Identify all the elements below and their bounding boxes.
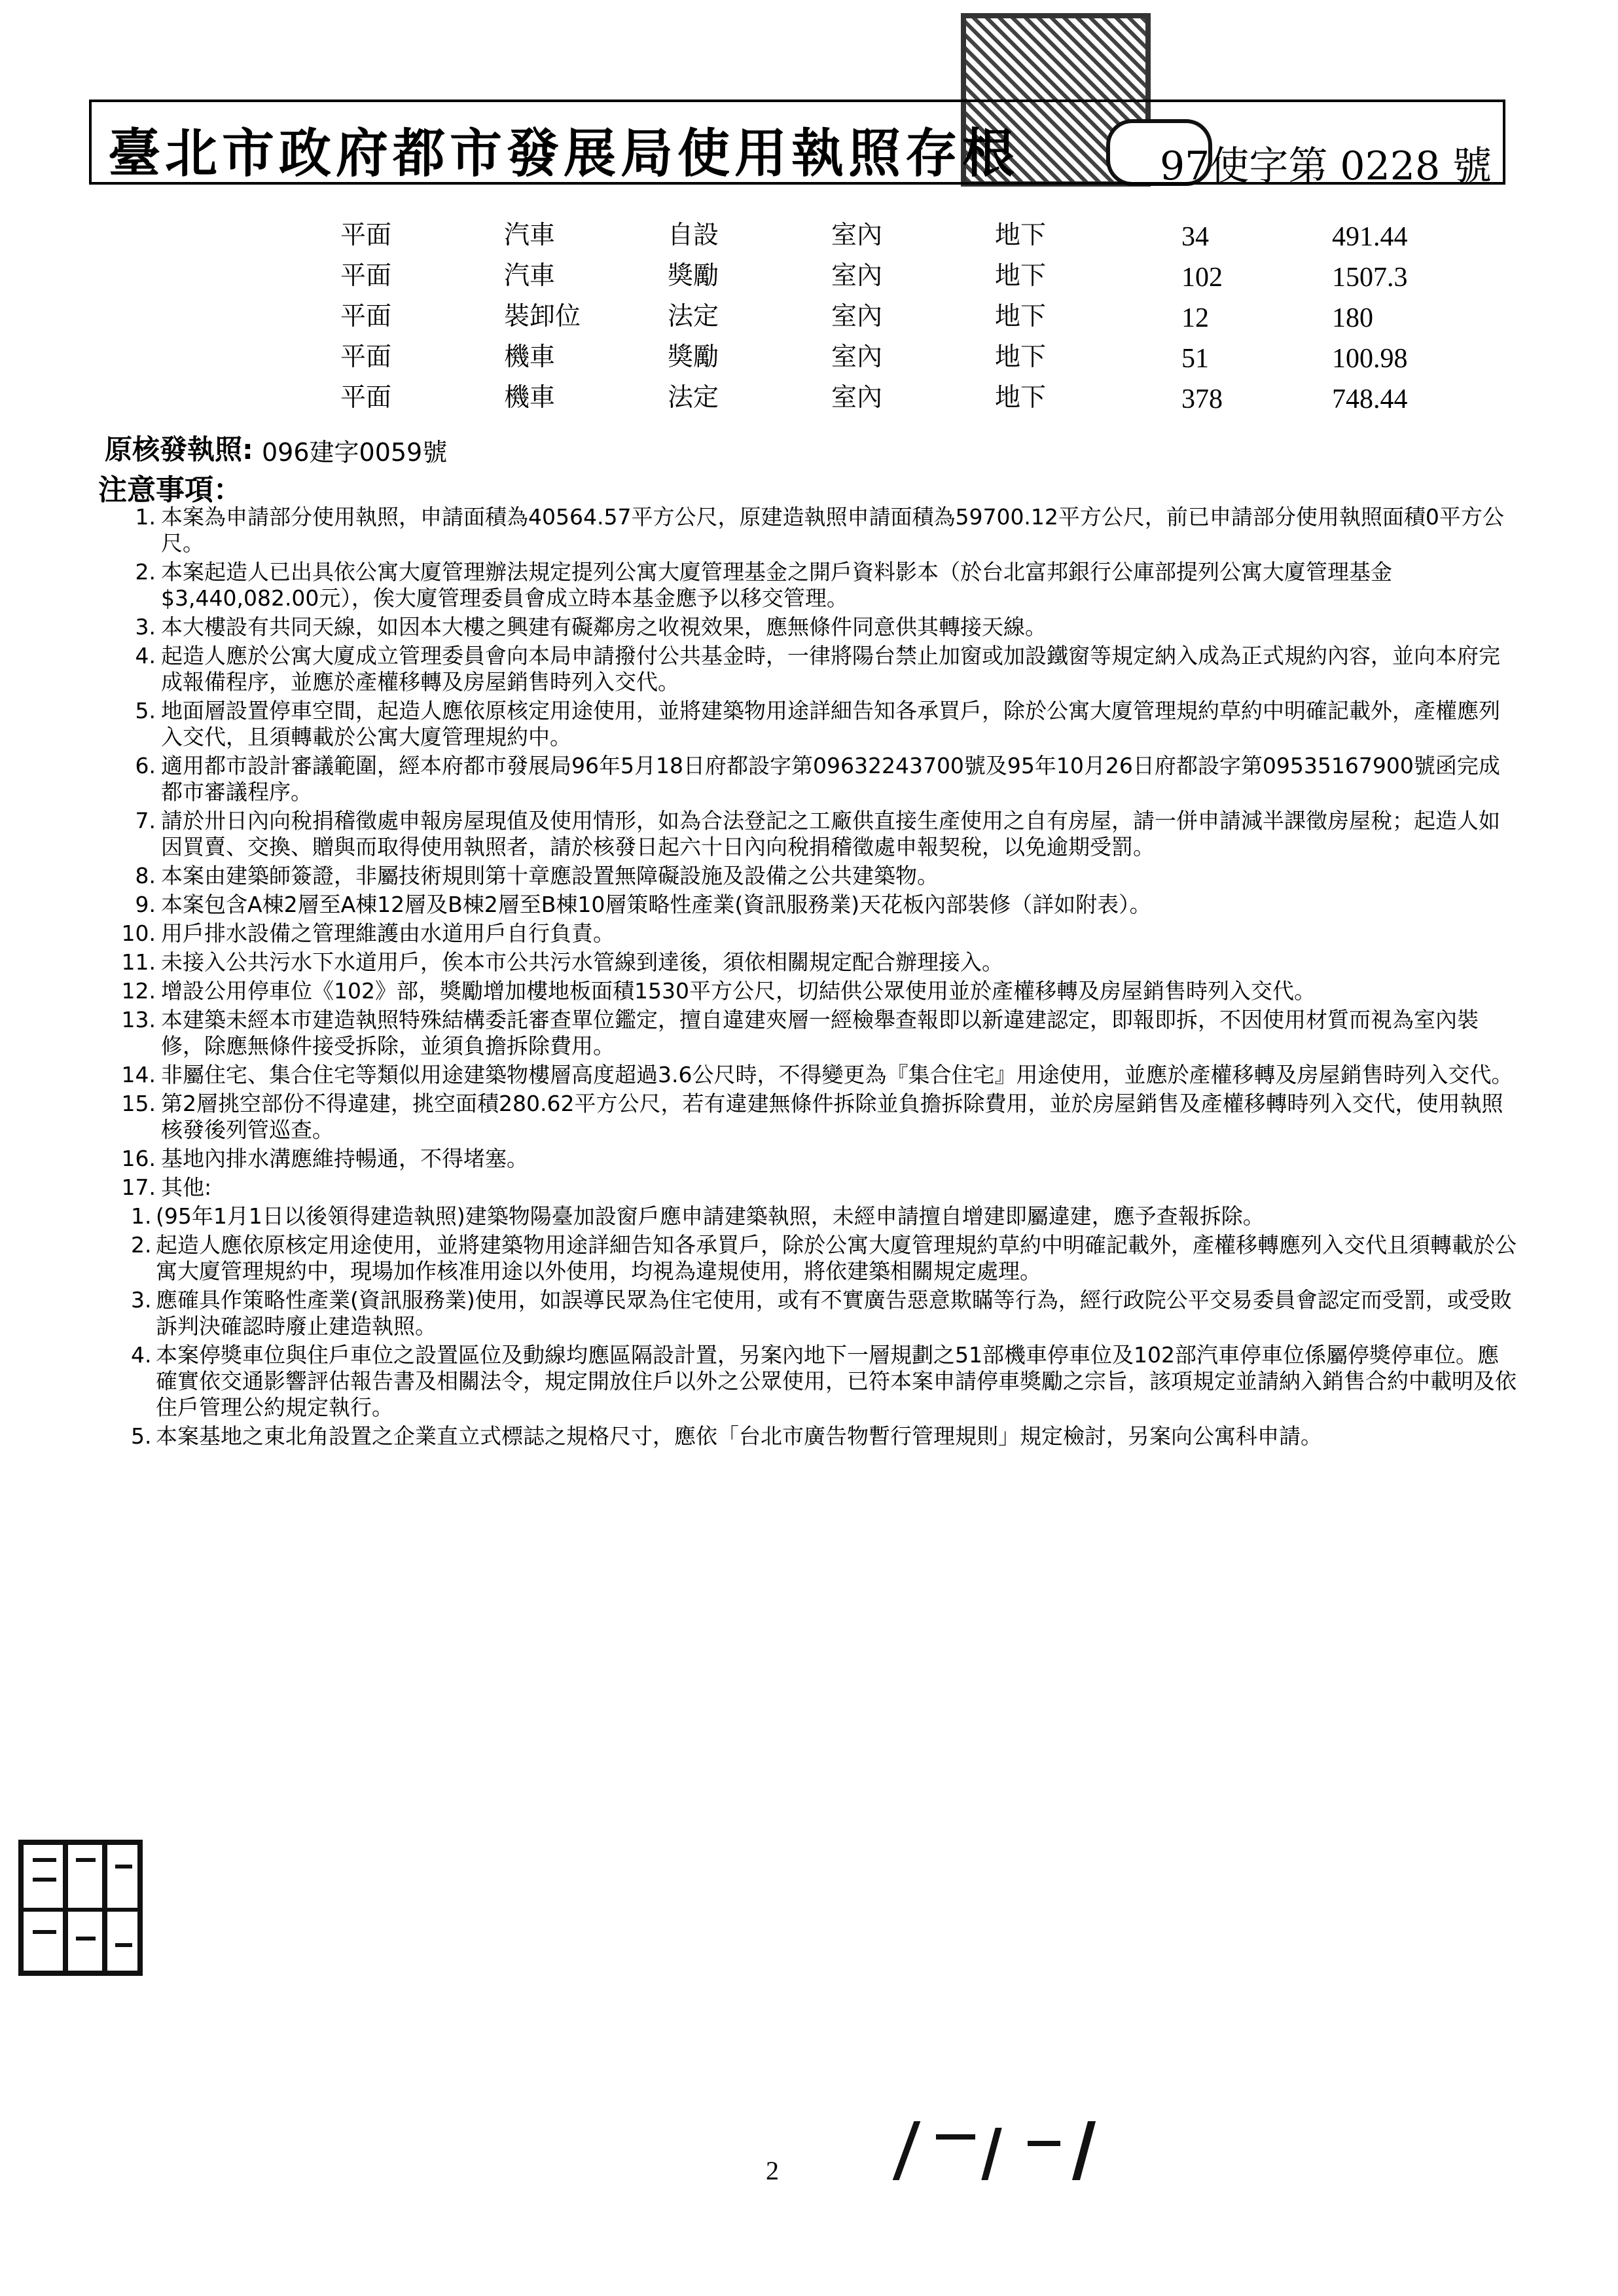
- table-cell: 748.44: [1332, 384, 1408, 414]
- table-cell: 378: [1181, 384, 1223, 414]
- note-text: 用戶排水設備之管理維護由水道用戶自行負責。: [161, 920, 615, 946]
- original-license-label: 原核發執照:: [105, 433, 253, 465]
- table-cell: 平面: [340, 261, 392, 291]
- table-cell: 獎勵: [668, 261, 719, 291]
- table-row: [340, 377, 1453, 418]
- note-text: 非屬住宅、集合住宅等類似用途建築物樓層高度超過3.6公尺時，不得變更為『集合住宅』用途使用，並應於產權移轉及房屋銷售時列入交代。: [161, 1062, 1513, 1087]
- note-text: 請於卅日內向稅捐稽徵處申報房屋現值及使用情形，如為合法登記之工廠供直接生產使用之自有房屋，請一併申請減半課徵房屋稅；起造人如因買賣、交換、贈與而取得使用執照者，請於核發日起六十日內向稅捐稽徵處申報契稅，以免逾期受罰。: [161, 808, 1500, 860]
- note-item: [105, 892, 1519, 918]
- seal-fragment-icon: [884, 2115, 1119, 2187]
- note-text: 起造人應於公寓大廈成立管理委員會向本局申請撥付公共基金時，一律將陽台禁止加窗或加設鐵窗等規定納入成為正式規約內容，並向本府完成報備程序，並應於產權移轉及房屋銷售時列入交代。: [161, 643, 1500, 695]
- sub-note-text: (95年1月1日以後領得建造執照)建築物陽臺加設窗戶應申請建築執照，未經申請擅自增建即屬違建，應予查報拆除。: [156, 1203, 1265, 1229]
- sub-note-text: 起造人應依原核定用途使用，並將建築物用途詳細告知各承買戶，除於公寓大廈管理規約草約中明確記載外，產權移轉應列入交代且須轉載於公寓大廈管理規約中，現場加作核准用途以外使用，均視為違規使用，將依建築相關規定處理。: [156, 1232, 1517, 1284]
- note-number: 4.: [135, 643, 156, 668]
- table-cell: 室內: [831, 342, 883, 372]
- note-number: 13.: [121, 1007, 156, 1032]
- note-number: 1.: [135, 504, 156, 530]
- note-text: 本大樓設有共同天線，如因本大樓之興建有礙鄰房之收視效果，應無條件同意供其轉接天線。: [161, 614, 1047, 640]
- table-cell: 地下: [995, 302, 1047, 331]
- table-cell: 機車: [504, 342, 556, 372]
- note-item: [105, 504, 1519, 556]
- note-number: 3.: [135, 614, 156, 640]
- note-item: [105, 643, 1519, 695]
- table-cell: 室內: [831, 383, 883, 412]
- note-number: 7.: [135, 808, 156, 833]
- table-cell: 汽車: [504, 221, 556, 250]
- sub-note-number: 5.: [131, 1423, 152, 1449]
- note-item: [105, 808, 1519, 860]
- note-text: 第2層挑空部份不得違建，挑空面積280.62平方公尺，若有違建無條件拆除並負擔拆除費用，並於房屋銷售及產權移轉時列入交代，使用執照核發後列管巡查。: [161, 1091, 1503, 1142]
- sub-note-text: 應確具作策略性產業(資訊服務業)使用，如誤導民眾為住宅使用，或有不實廣告惡意欺瞞等行為，經行政院公平交易委員會認定而受罰，或受敗訴判決確認時廢止建造執照。: [156, 1287, 1512, 1339]
- table-cell: 自設: [668, 221, 719, 250]
- note-number: 17.: [121, 1175, 156, 1200]
- table-cell: 平面: [340, 342, 392, 372]
- note-number: 11.: [121, 949, 156, 975]
- page-title: 臺北市政府都市發展局使用執照存根: [108, 122, 1019, 184]
- sub-note-item: [131, 1232, 1519, 1285]
- sub-note-item: [131, 1423, 1519, 1449]
- note-text: 其他:: [161, 1175, 212, 1200]
- note-item: [105, 614, 1519, 640]
- table-cell: 地下: [995, 342, 1047, 372]
- table-cell: 51: [1181, 344, 1209, 374]
- sub-note-number: 4.: [131, 1342, 152, 1368]
- sub-note-number: 2.: [131, 1232, 152, 1258]
- page-number: 2: [766, 2156, 779, 2185]
- table-cell: 法定: [668, 302, 719, 331]
- note-item: [105, 753, 1519, 805]
- note-number: 5.: [135, 698, 156, 723]
- table-row: [340, 296, 1453, 337]
- official-seal-icon: [18, 1840, 143, 1976]
- table-cell: 平面: [340, 302, 392, 331]
- parking-table: [340, 215, 1453, 418]
- note-text: 本案由建築師簽證，非屬技術規則第十章應設置無障礙設施及設備之公共建築物。: [161, 863, 939, 888]
- note-text: 本案起造人已出具依公寓大廈管理辦法規定提列公寓大廈管理基金之開戶資料影本（於台北富邦銀行公庫部提列公寓大廈管理基金$3,440,082.00元），俟大廈管理委員會成立時本基金應予以移交管理。: [161, 559, 1392, 611]
- note-number: 8.: [135, 863, 156, 888]
- table-cell: 491.44: [1332, 222, 1408, 252]
- note-item: [105, 559, 1519, 611]
- notes-list: [105, 504, 1519, 1452]
- original-license-value: 096建字0059號: [262, 438, 448, 467]
- note-item: [105, 920, 1519, 947]
- table-cell: 室內: [831, 261, 883, 291]
- table-cell: 12: [1181, 303, 1209, 333]
- table-cell: 地下: [995, 383, 1047, 412]
- note-text: 適用都市設計審議範圍，經本府都市發展局96年5月18日府都設字第09632243700號及95年10月26日府都設字第09535167900號函完成都市審議程序。: [161, 753, 1500, 805]
- sub-note-number: 3.: [131, 1287, 152, 1313]
- table-cell: 機車: [504, 383, 556, 412]
- sub-note-text: 本案停獎車位與住戶車位之設置區位及動線均應區隔設計置，另案內地下一層規劃之51部機車停車位及102部汽車停車位係屬停獎停車位。應確實依交通影響評估報告書及相關法令，規定開放住戶以外之公眾使用，已符本案申請停車獎勵之宗旨，該項規定並請納入銷售合約中載明及依住戶管理公約規定執行。: [156, 1342, 1517, 1420]
- note-item: [105, 949, 1519, 975]
- table-cell: 平面: [340, 221, 392, 250]
- sub-note-item: [131, 1342, 1519, 1421]
- note-number: 6.: [135, 753, 156, 778]
- table-row: [340, 215, 1453, 255]
- note-number: 14.: [121, 1062, 156, 1087]
- note-text: 本案為申請部分使用執照，申請面積為40564.57平方公尺，原建造執照申請面積為59700.12平方公尺，前已申請部分使用執照面積0平方公尺。: [161, 504, 1504, 556]
- sub-note-item: [131, 1287, 1519, 1339]
- license-number: 97使字第 0228 號: [1160, 143, 1492, 189]
- table-row: [340, 255, 1453, 296]
- note-text: 地面層設置停車空間，起造人應依原核定用途使用，並將建築物用途詳細告知各承買戶，除於公寓大廈管理規約草約中明確記載外，產權應列入交代，且須轉載於公寓大廈管理規約中。: [161, 698, 1500, 750]
- table-cell: 平面: [340, 383, 392, 412]
- table-cell: 室內: [831, 221, 883, 250]
- table-cell: 獎勵: [668, 342, 719, 372]
- note-number: 9.: [135, 892, 156, 917]
- table-cell: 汽車: [504, 261, 556, 291]
- table-row: [340, 337, 1453, 377]
- table-cell: 室內: [831, 302, 883, 331]
- note-item: [105, 1146, 1519, 1172]
- note-item: [105, 1091, 1519, 1143]
- table-cell: 地下: [995, 221, 1047, 250]
- sub-note-number: 1.: [131, 1203, 152, 1229]
- note-item: [105, 1175, 1519, 1201]
- note-item: [105, 1062, 1519, 1088]
- note-number: 15.: [121, 1091, 156, 1116]
- notes-heading: 注意事項：: [98, 473, 242, 507]
- note-text: 本建築未經本市建造執照特殊結構委託審查單位鑑定，擅自違建夾層一經檢舉查報即以新違建認定，即報即拆，不因使用材質而視為室內裝修，除應無條件接受拆除，並須負擔拆除費用。: [161, 1007, 1479, 1059]
- note-number: 2.: [135, 559, 156, 585]
- table-cell: 100.98: [1332, 344, 1408, 374]
- note-text: 未接入公共污水下水道用戶，俟本市公共污水管線到達後，須依相關規定配合辦理接入。: [161, 949, 1003, 975]
- note-item: [105, 1007, 1519, 1059]
- table-cell: 1507.3: [1332, 263, 1408, 293]
- note-text: 基地內排水溝應維持暢通，不得堵塞。: [161, 1146, 528, 1171]
- table-cell: 法定: [668, 383, 719, 412]
- note-item: [105, 863, 1519, 889]
- table-cell: 裝卸位: [504, 302, 581, 331]
- note-text: 本案包含A棟2層至A棟12層及B棟2層至B棟10層策略性產業(資訊服務業)天花板內部裝修（詳如附表）。: [161, 892, 1151, 917]
- note-item: [105, 978, 1519, 1004]
- note-item: [105, 698, 1519, 750]
- table-cell: 102: [1181, 263, 1223, 293]
- note-number: 10.: [121, 920, 156, 946]
- table-cell: 34: [1181, 222, 1209, 252]
- sub-note-text: 本案基地之東北角設置之企業直立式標誌之規格尺寸，應依「台北市廣告物暫行管理規則」規定檢討，另案向公寓科申請。: [156, 1423, 1322, 1449]
- note-number: 16.: [121, 1146, 156, 1171]
- table-cell: 地下: [995, 261, 1047, 291]
- note-number: 12.: [121, 978, 156, 1004]
- note-text: 增設公用停車位《102》部，獎勵增加樓地板面積1530平方公尺，切結供公眾使用並於產權移轉及房屋銷售時列入交代。: [161, 978, 1316, 1004]
- sub-note-item: [131, 1203, 1519, 1230]
- table-cell: 180: [1332, 303, 1373, 333]
